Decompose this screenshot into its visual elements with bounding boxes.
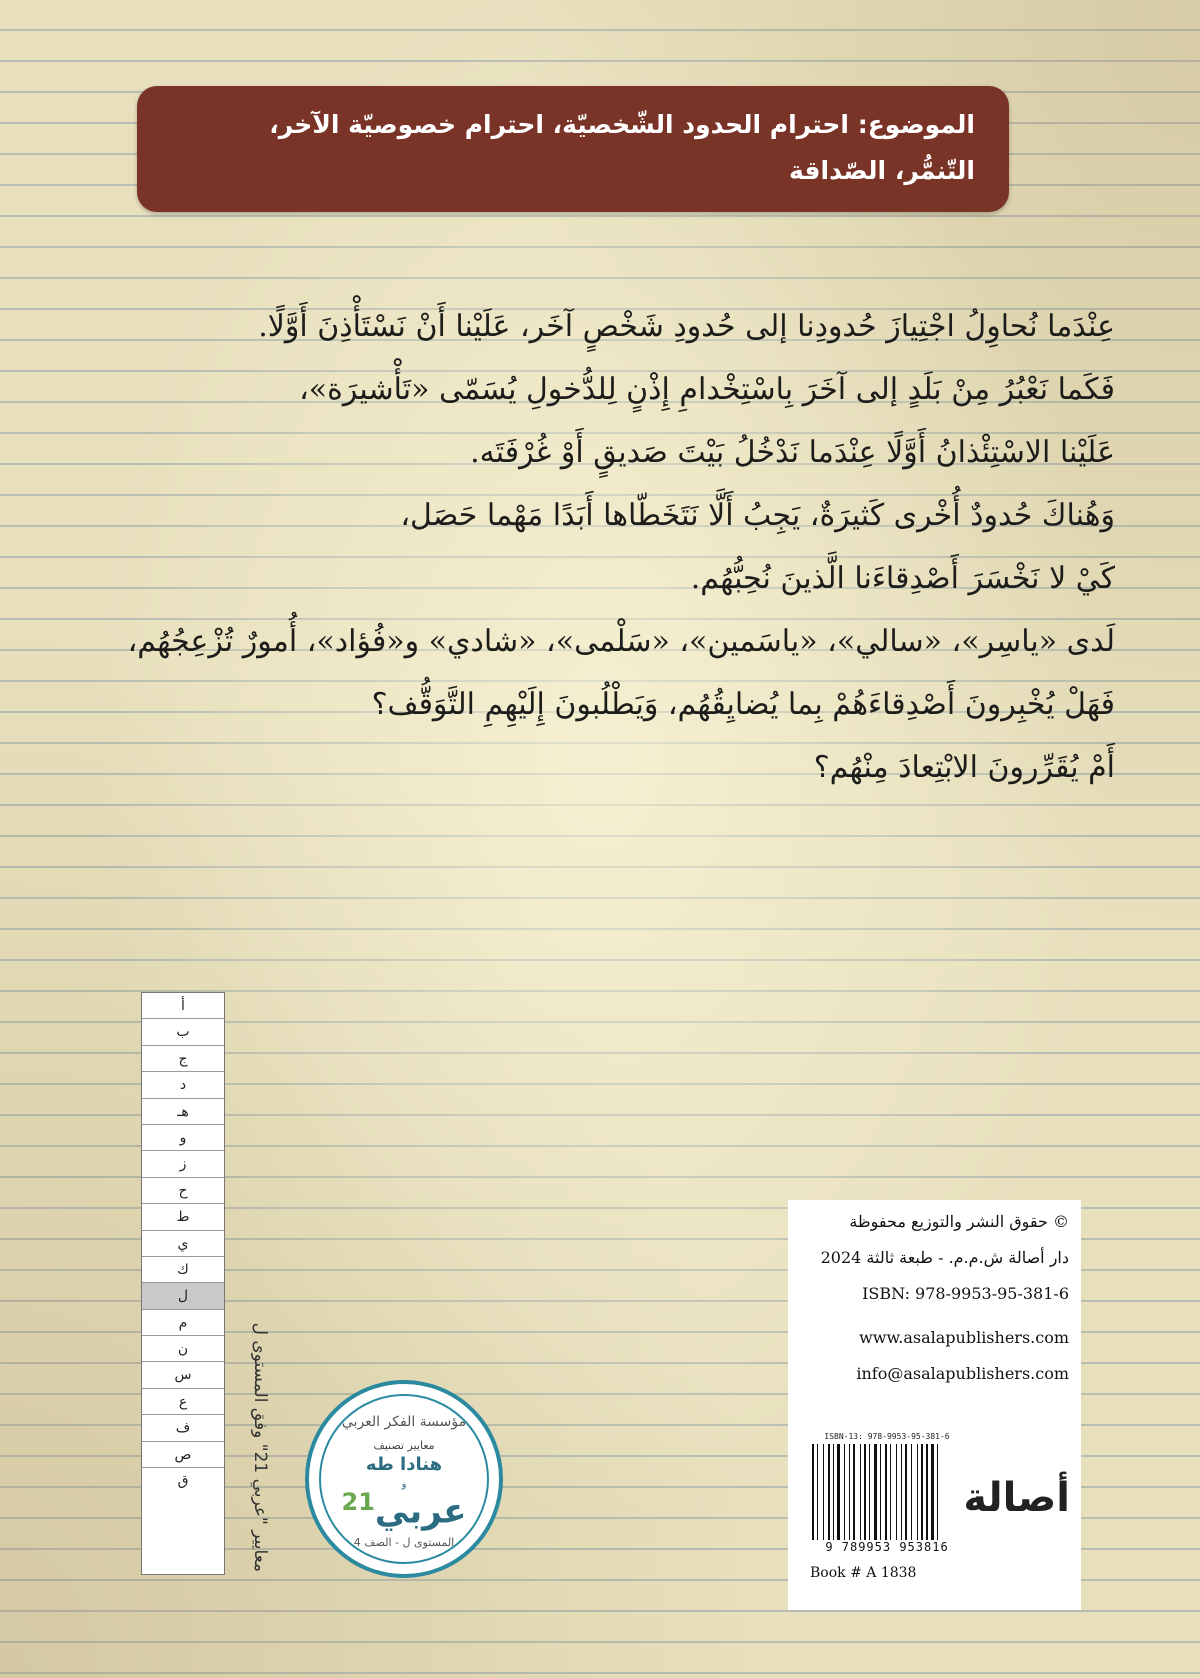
alphabet-cell: ع: [142, 1389, 224, 1415]
alphabet-cell: ك: [142, 1257, 224, 1283]
barcode-bar: [844, 1444, 845, 1540]
summary-line: عَلَيْنا الاسْتِئْذانُ أَوَّلًا عِنْدَما نَدْخُلُ بَيْتَ صَديقٍ أَوْ غُرْفَتَه.: [470, 435, 1115, 470]
summary-line: فَكَما نَعْبُرُ مِنْ بَلَدٍ إلى آخَرَ بِاسْتِخْدامِ إِذْنٍ لِلدُّخولِ يُسَمّى «تَأْشيرَة»،: [299, 372, 1115, 407]
barcode-bars: [808, 1444, 966, 1540]
barcode-bar: [812, 1444, 814, 1540]
alphabet-cell: ص: [142, 1442, 224, 1468]
barcode-digits: 9 789953 953816: [825, 1540, 949, 1554]
summary-line: أَمْ يُقَرِّرونَ الابْتِعادَ مِنْهُم؟: [813, 750, 1115, 785]
arabi21-logo: [309, 1488, 499, 1531]
badge-name: هنادا طه: [365, 1454, 443, 1475]
alphabet-cell: ح: [142, 1178, 224, 1204]
barcode-bar: [921, 1444, 923, 1540]
alphabet-cell: ب: [142, 1019, 224, 1045]
email-link[interactable]: info@asalapublishers.com: [856, 1364, 1069, 1383]
alphabet-cell: هـ: [142, 1099, 224, 1125]
barcode-bar: [869, 1444, 870, 1540]
isbn-line: ISBN: 978-9953-95-381-6: [862, 1284, 1069, 1303]
topic-line-2: التّنمُّر، الصّداقة: [788, 156, 975, 185]
barcode-bar: [817, 1444, 818, 1540]
alphabet-cell: ف: [142, 1415, 224, 1441]
barcode-bar: [896, 1444, 897, 1540]
barcode-bar: [837, 1444, 840, 1540]
publisher-logo: أصالة: [963, 1475, 1070, 1521]
barcode: [808, 1432, 966, 1560]
website-link[interactable]: www.asalapublishers.com: [859, 1328, 1069, 1347]
alphabet-cell: ل: [142, 1283, 224, 1309]
classification-badge: [305, 1380, 503, 1578]
barcode-bar: [860, 1444, 861, 1540]
alphabet-cell: ط: [142, 1204, 224, 1230]
barcode-isbn: ISBN-13: 978-9953-95-381-6: [824, 1432, 950, 1441]
barcode-bar: [905, 1444, 907, 1540]
barcode-bar: [911, 1444, 912, 1540]
alphabet-cell: أ: [142, 993, 224, 1019]
alphabet-cell: ق: [177, 1473, 189, 1490]
topic-line-1: الموضوع: احترام الحدود الشّخصيّة، احترام خصوصيّة الآخر،: [269, 110, 975, 139]
summary-line: كَيْ لا نَخْسَرَ أَصْدِقاءَنا الَّذينَ نُحِبُّهُم.: [690, 561, 1115, 596]
barcode-bar: [926, 1444, 928, 1540]
story-summary: [60, 295, 1115, 799]
summary-line: وَهُناكَ حُدودٌ أُخْرى كَثيرَةٌ، يَجِبُ أَلَّا نَتَخَطّاها أَبَدًا مَهْما حَصَل،: [400, 498, 1115, 533]
summary-line: عِنْدَما نُحاوِلُ اجْتِيازَ حُدودِنا إلى حُدودِ شَخْصٍ آخَر، عَلَيْنا أَنْ نَسْتَأْذِنَ أَوَّلًا.: [258, 309, 1115, 344]
barcode-bar: [853, 1444, 855, 1540]
summary-line: فَهَلْ يُخْبِرونَ أَصْدِقاءَهُمْ بِما يُضايِقُهُم، وَيَطْلُبونَ إِلَيْهِمِ التَّوَقُّف؟: [371, 687, 1115, 722]
badge-org: مؤسسة الفكر العربي: [341, 1414, 467, 1430]
alphabet-cell: ن: [142, 1336, 224, 1362]
alphabet-cell: ج: [142, 1046, 224, 1072]
barcode-bar: [937, 1444, 938, 1540]
barcode-bar: [890, 1444, 891, 1540]
barcode-bar: [901, 1444, 902, 1540]
badge-standard: معايير تصنيف: [373, 1439, 435, 1452]
alphabet-cell: و: [142, 1125, 224, 1151]
barcode-bar: [880, 1444, 881, 1540]
summary-line: لَدى «ياسِر»، «سالي»، «ياسَمين»، «سَلْمى»، «شادي» و«فُؤاد»، أُمورٌ تُزْعِجُهُم،: [127, 624, 1115, 659]
barcode-bar: [833, 1444, 834, 1540]
alphabet-cell: ي: [142, 1231, 224, 1257]
barcode-bar: [823, 1444, 824, 1540]
alphabet-cell: ز: [142, 1151, 224, 1177]
publisher-line: دار أصالة ش.م.م. - طبعة ثالثة 2024: [820, 1248, 1069, 1267]
barcode-bar: [864, 1444, 866, 1540]
barcode-bar: [885, 1444, 887, 1540]
standards-vertical-label: معايير "عربي 21" وفق المستوى ل: [250, 1322, 270, 1572]
barcode-bar: [931, 1444, 934, 1540]
badge-level: المستوى ل - الصف 4: [353, 1536, 455, 1549]
alphabet-cell: م: [142, 1310, 224, 1336]
barcode-bar: [874, 1444, 877, 1540]
barcode-bar: [917, 1444, 918, 1540]
logo-number: 21: [341, 1488, 375, 1516]
copyright-line: © حقوق النشر والتوزيع محفوظة: [849, 1212, 1069, 1231]
logo-text: عربي: [374, 1491, 467, 1532]
book-number: Book # A 1838: [810, 1565, 917, 1581]
alphabet-cell: س: [142, 1362, 224, 1388]
badge-and: و: [401, 1479, 407, 1490]
barcode-bar: [828, 1444, 830, 1540]
level-alphabet-strip: [141, 992, 225, 1575]
topic-banner: [137, 86, 1009, 212]
barcode-bar: [849, 1444, 850, 1540]
alphabet-cell: د: [142, 1072, 224, 1098]
